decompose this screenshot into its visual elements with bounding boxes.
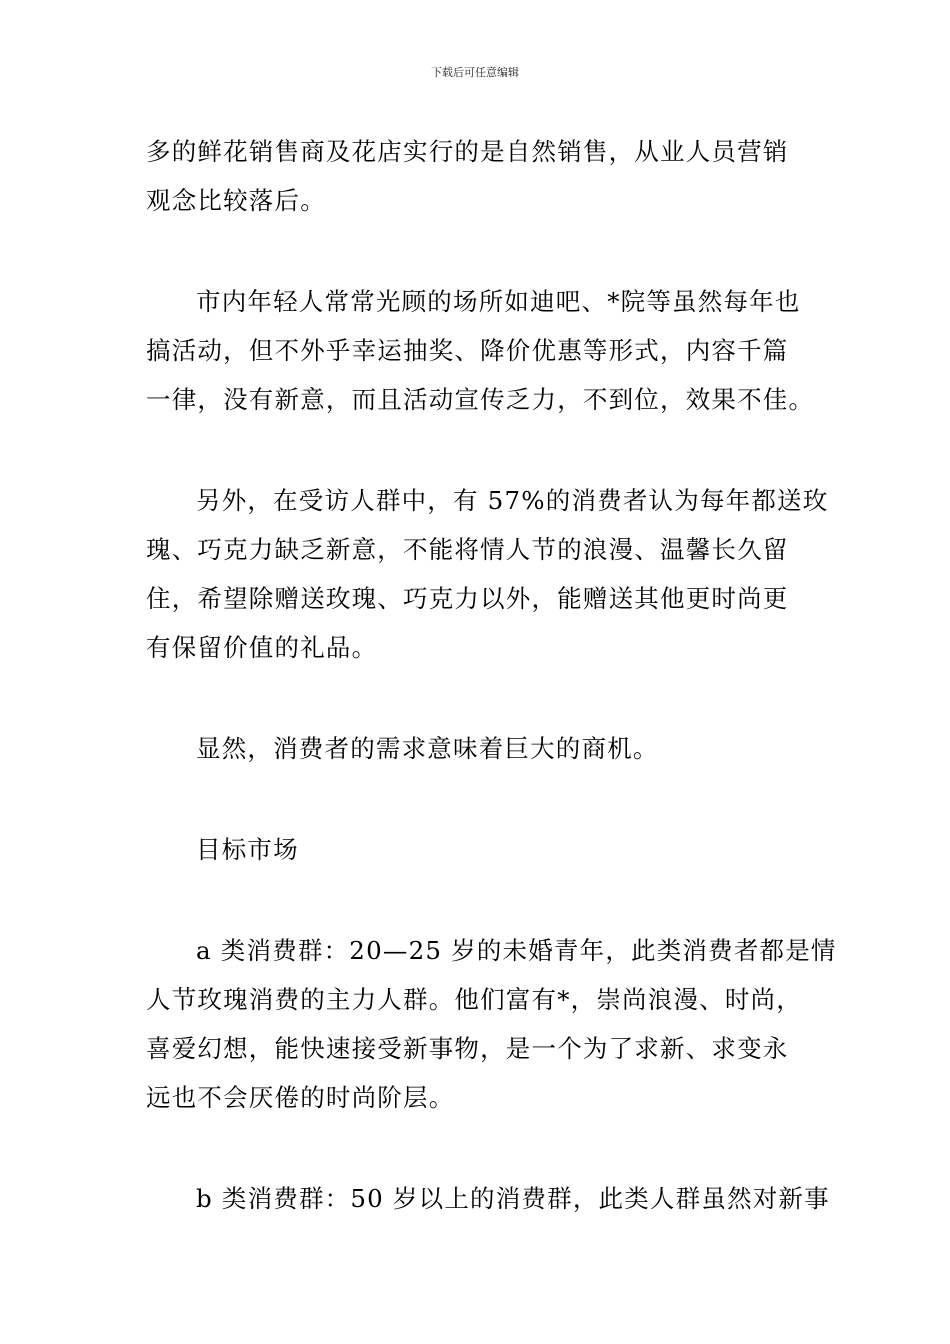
text-line: 多的鲜花销售商及花店实行的是自然销售，从业人员营销	[146, 137, 789, 166]
text-line: 另外，在受访人群中，有 57%的消费者认为每年都送玫	[196, 486, 829, 515]
paragraph-survey	[146, 476, 829, 672]
text-line: 搞活动，但不外乎幸运抽奖、降价优惠等形式，内容千篇	[146, 336, 789, 365]
text-line: a 类消费群：20—25 岁的未婚青年，此类消费者都是情	[196, 936, 837, 965]
text-line: 有保留价值的礼品。	[146, 633, 378, 662]
page-header: 下载后可任意编辑	[431, 66, 519, 79]
text-line: 远也不会厌倦的时尚阶层。	[146, 1083, 455, 1112]
text-line: 瑰、巧克力缺乏新意，不能将情人节的浪漫、温馨长久留	[146, 535, 789, 564]
paragraph-continuation	[146, 127, 810, 225]
paragraph-venues	[146, 277, 815, 424]
text-line: 住，希望除赠送玫瑰、巧克力以外，能赠送其他更时尚更	[146, 584, 789, 613]
text-line: 人节玫瑰消费的主力人群。他们富有*，崇尚浪漫、时尚，	[146, 985, 802, 1014]
text-line: 喜爱幻想，能快速接受新事物，是一个为了求新、求变永	[146, 1034, 789, 1063]
paragraph-group-b	[146, 1174, 830, 1223]
document-body	[146, 127, 837, 1223]
text-line: 一律，没有新意，而且活动宣传乏力，不到位，效果不佳。	[146, 385, 815, 414]
text-line: b 类消费群：50 岁以上的消费群，此类人群虽然对新事	[196, 1184, 830, 1213]
paragraph-opportunity	[146, 724, 810, 773]
paragraph-group-a	[146, 926, 837, 1122]
text-line: 显然，消费者的需求意味着巨大的商机。	[196, 734, 659, 763]
text-line: 市内年轻人常常光顾的场所如迪吧、*院等虽然每年也	[196, 287, 801, 316]
section-heading-target-market	[146, 825, 810, 874]
text-line: 观念比较落后。	[146, 186, 326, 215]
text-line: 目标市场	[196, 835, 299, 864]
